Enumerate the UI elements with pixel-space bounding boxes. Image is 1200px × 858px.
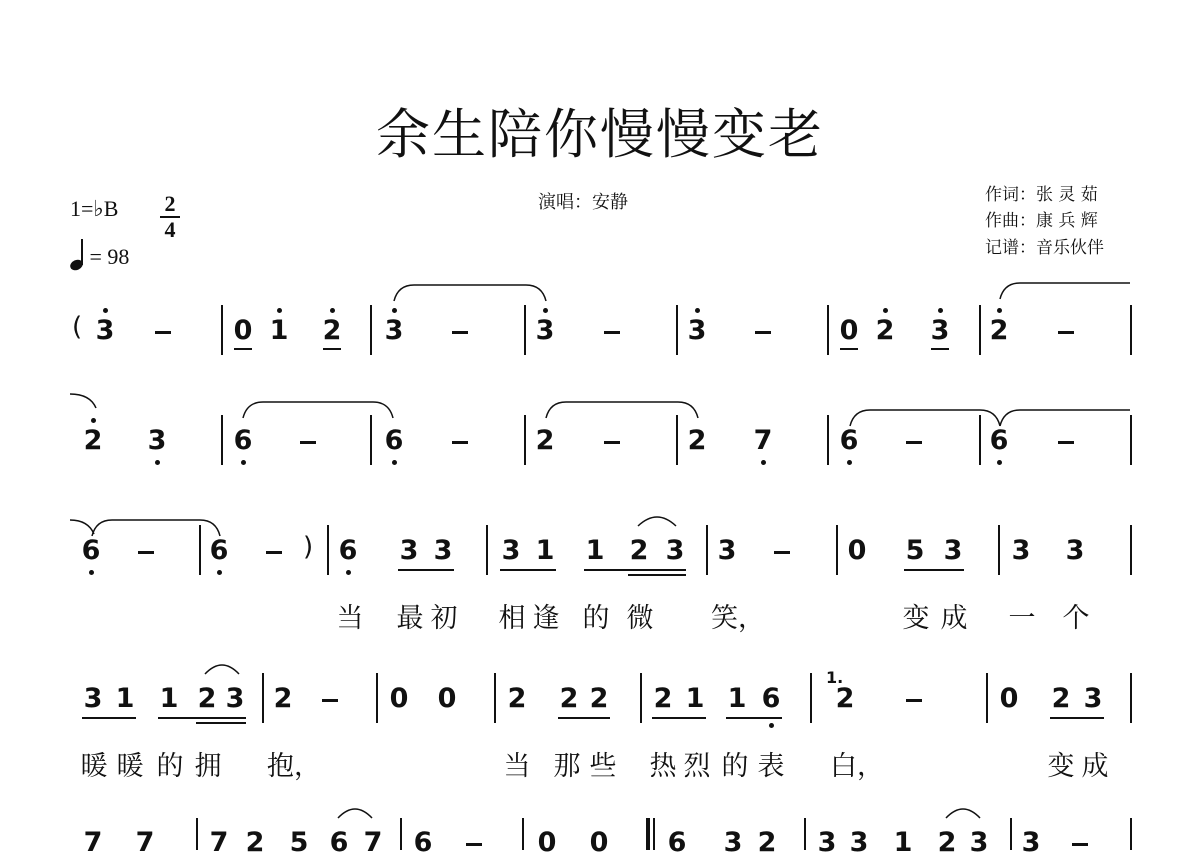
lyric-char: 的 bbox=[721, 751, 749, 782]
tie-arc bbox=[850, 408, 1000, 428]
barline bbox=[1010, 818, 1012, 850]
lyricist-credit: 作词：张 灵 茹 bbox=[985, 185, 1098, 205]
tie-arc bbox=[92, 518, 220, 538]
lyric-char: 变 bbox=[902, 603, 930, 634]
note: 6 bbox=[232, 426, 254, 456]
note: 6 bbox=[337, 536, 359, 566]
song-title: 余生陪你慢慢变老 bbox=[376, 103, 824, 166]
tie-arc bbox=[70, 392, 98, 412]
beam bbox=[1050, 717, 1104, 719]
note: 3 bbox=[849, 827, 869, 858]
note: 7 bbox=[135, 827, 155, 858]
note: 2 bbox=[245, 827, 265, 858]
note: 3 bbox=[534, 316, 556, 346]
dash bbox=[774, 551, 790, 554]
barline bbox=[979, 305, 981, 355]
tie-arc bbox=[394, 283, 546, 303]
beam bbox=[628, 574, 686, 576]
open-paren: ( bbox=[72, 312, 83, 342]
dash bbox=[452, 441, 468, 444]
note: 7 bbox=[363, 827, 383, 858]
tie-arc bbox=[546, 400, 698, 420]
note: 3 bbox=[1065, 535, 1085, 566]
dash bbox=[906, 441, 922, 444]
lyric-char: 拥 bbox=[194, 751, 222, 782]
lyric-char: 些 bbox=[589, 751, 617, 782]
repeat-barline bbox=[646, 818, 650, 850]
barline bbox=[827, 415, 829, 465]
note: 6 bbox=[329, 827, 349, 858]
note: 2 bbox=[321, 316, 343, 346]
note: 2 bbox=[559, 683, 579, 714]
repeat-barline bbox=[653, 818, 655, 850]
lyric-char: 烈 bbox=[683, 751, 711, 782]
lyric-char: 逢 bbox=[532, 603, 560, 634]
note: 3 bbox=[943, 535, 963, 566]
barline bbox=[400, 818, 402, 850]
note: 6 bbox=[383, 426, 405, 456]
lyric-char: 成 bbox=[1081, 751, 1109, 782]
note: 3 bbox=[665, 535, 685, 566]
beam bbox=[158, 717, 246, 719]
dash bbox=[604, 331, 620, 334]
lyric-char: 成 bbox=[940, 603, 968, 634]
note: 1 bbox=[585, 535, 605, 566]
note: 3 bbox=[225, 683, 245, 714]
time-signature bbox=[158, 193, 182, 241]
note: 3 bbox=[929, 316, 951, 346]
beam bbox=[584, 569, 686, 571]
lyric-char: 的 bbox=[156, 751, 184, 782]
tie-arc bbox=[1000, 281, 1130, 301]
note: 7 bbox=[752, 426, 774, 456]
lyric-char: 那 bbox=[553, 751, 581, 782]
barline bbox=[676, 415, 678, 465]
lyric-char: 初 bbox=[430, 603, 458, 634]
note: 3 bbox=[969, 827, 989, 858]
dash bbox=[322, 699, 338, 702]
note: 3 bbox=[501, 535, 521, 566]
note: 0 bbox=[232, 316, 254, 346]
note: 3 bbox=[399, 535, 419, 566]
barline bbox=[221, 415, 223, 465]
note: 6 bbox=[667, 827, 687, 858]
barline bbox=[676, 305, 678, 355]
barline bbox=[370, 305, 372, 355]
barline bbox=[494, 673, 496, 723]
lyric-char: 当 bbox=[503, 751, 531, 782]
slur-arc bbox=[205, 660, 239, 676]
note: 3 bbox=[686, 316, 708, 346]
note: 7 bbox=[83, 827, 103, 858]
barline bbox=[804, 818, 806, 850]
barline bbox=[998, 525, 1000, 575]
barline bbox=[706, 525, 708, 575]
note: 2 bbox=[874, 316, 896, 346]
note: 6 bbox=[988, 426, 1010, 456]
barline bbox=[1130, 673, 1132, 723]
note: 3 bbox=[383, 316, 405, 346]
note: 2 bbox=[1051, 683, 1071, 714]
note: 6 bbox=[760, 684, 782, 714]
note: 0 bbox=[589, 827, 609, 858]
dash bbox=[138, 551, 154, 554]
lyric-char: 最 bbox=[396, 603, 424, 634]
note: 2 bbox=[273, 683, 293, 714]
barline bbox=[827, 305, 829, 355]
dash bbox=[155, 331, 171, 334]
note: 3 bbox=[723, 827, 743, 858]
barline bbox=[1130, 305, 1132, 355]
barline bbox=[370, 415, 372, 465]
note: 2 bbox=[835, 683, 855, 714]
note: 2 bbox=[82, 426, 104, 456]
note: 5 bbox=[905, 535, 925, 566]
dash bbox=[300, 441, 316, 444]
lyric-char: 暖 bbox=[80, 751, 108, 782]
tempo-value: = 98 bbox=[89, 244, 130, 269]
dash bbox=[1058, 331, 1074, 334]
note: 1 bbox=[115, 683, 135, 714]
barline bbox=[986, 673, 988, 723]
beam bbox=[500, 569, 556, 571]
lyric-char: 热 bbox=[649, 751, 677, 782]
quarter-note-icon bbox=[70, 240, 84, 270]
note: 1 bbox=[685, 683, 705, 714]
note: 2 bbox=[653, 683, 673, 714]
note: 3 bbox=[433, 535, 453, 566]
tie-arc bbox=[1000, 408, 1130, 428]
note: 2 bbox=[757, 827, 777, 858]
beam bbox=[398, 569, 454, 571]
slur-arc bbox=[338, 804, 372, 820]
beam bbox=[904, 569, 964, 571]
note: 0 bbox=[389, 683, 409, 714]
barline bbox=[524, 305, 526, 355]
note: 1 bbox=[159, 683, 179, 714]
time-signature-bottom: 4 bbox=[164, 217, 176, 242]
note: 3 bbox=[817, 827, 837, 858]
beam bbox=[726, 717, 782, 719]
time-signature-top: 2 bbox=[164, 191, 176, 216]
beam bbox=[652, 717, 706, 719]
note: 3 bbox=[1011, 535, 1031, 566]
dash bbox=[452, 331, 468, 334]
note: 0 bbox=[847, 535, 867, 566]
barline bbox=[221, 305, 223, 355]
barline bbox=[327, 525, 329, 575]
volta-mark: 1. bbox=[826, 668, 844, 687]
barline bbox=[486, 525, 488, 575]
slur-arc bbox=[946, 804, 980, 820]
dash bbox=[1072, 843, 1088, 846]
barline bbox=[196, 818, 198, 850]
barline bbox=[522, 818, 524, 850]
lyric-char: 个 bbox=[1062, 603, 1090, 634]
note: 3 bbox=[94, 316, 116, 346]
lyric-char: 相 bbox=[498, 603, 526, 634]
note: 3 bbox=[1083, 683, 1103, 714]
note: 3 bbox=[717, 535, 737, 566]
note: 2 bbox=[197, 683, 217, 714]
composer-credit: 作曲：康 兵 辉 bbox=[985, 211, 1098, 231]
note: 2 bbox=[629, 535, 649, 566]
note: 2 bbox=[937, 827, 957, 858]
dash bbox=[266, 551, 282, 554]
note: 2 bbox=[988, 316, 1010, 346]
lyric-char: 微 bbox=[626, 603, 654, 634]
note: 1 bbox=[893, 827, 913, 858]
note: 5 bbox=[289, 827, 309, 858]
note: 0 bbox=[437, 683, 457, 714]
dash bbox=[755, 331, 771, 334]
beam bbox=[558, 717, 610, 719]
note: 6 bbox=[413, 827, 433, 858]
lyric-char: 当 bbox=[336, 603, 364, 634]
note: 2 bbox=[687, 425, 707, 456]
barline bbox=[810, 673, 812, 723]
note: 0 bbox=[537, 827, 557, 858]
note: 0 bbox=[838, 316, 860, 346]
note: 3 bbox=[1021, 827, 1041, 858]
dash bbox=[1058, 441, 1074, 444]
slur-arc bbox=[638, 512, 676, 528]
barline bbox=[262, 673, 264, 723]
tempo-marking bbox=[70, 240, 129, 270]
lyric-char: 白， bbox=[830, 751, 884, 782]
lyric-char: 表 bbox=[757, 751, 785, 782]
lyric-char: 暖 bbox=[116, 751, 144, 782]
note: 2 bbox=[507, 683, 527, 714]
lyric-char: 抱， bbox=[267, 751, 321, 782]
lyric-char: 的 bbox=[582, 603, 610, 634]
barline bbox=[1130, 415, 1132, 465]
note: 1 bbox=[535, 535, 555, 566]
note: 1 bbox=[727, 683, 747, 714]
tie-arc bbox=[243, 400, 393, 420]
note: 1 bbox=[268, 316, 290, 346]
note: 3 bbox=[83, 683, 103, 714]
note: 2 bbox=[535, 425, 555, 456]
barline bbox=[640, 673, 642, 723]
note: 6 bbox=[208, 536, 230, 566]
note: 0 bbox=[999, 683, 1019, 714]
dash bbox=[906, 699, 922, 702]
dash bbox=[466, 843, 482, 846]
dash bbox=[604, 441, 620, 444]
barline bbox=[376, 673, 378, 723]
note: 2 bbox=[589, 683, 609, 714]
barline bbox=[1130, 818, 1132, 850]
barline bbox=[1130, 525, 1132, 575]
note: 3 bbox=[146, 426, 168, 456]
lyric-char: 一 bbox=[1008, 603, 1036, 634]
key-signature: 1=♭B bbox=[70, 196, 119, 221]
barline bbox=[836, 525, 838, 575]
note: 7 bbox=[209, 827, 229, 858]
close-paren: ) bbox=[303, 532, 314, 562]
lyric-char: 笑， bbox=[711, 603, 765, 634]
singer-credit: 演唱：安静 bbox=[538, 192, 628, 213]
lyric-char: 变 bbox=[1047, 751, 1075, 782]
beam bbox=[82, 717, 136, 719]
beam bbox=[196, 722, 246, 724]
transcriber-credit: 记谱：音乐伙伴 bbox=[985, 238, 1104, 258]
note: 6 bbox=[80, 536, 102, 566]
barline bbox=[524, 415, 526, 465]
note: 6 bbox=[838, 426, 860, 456]
